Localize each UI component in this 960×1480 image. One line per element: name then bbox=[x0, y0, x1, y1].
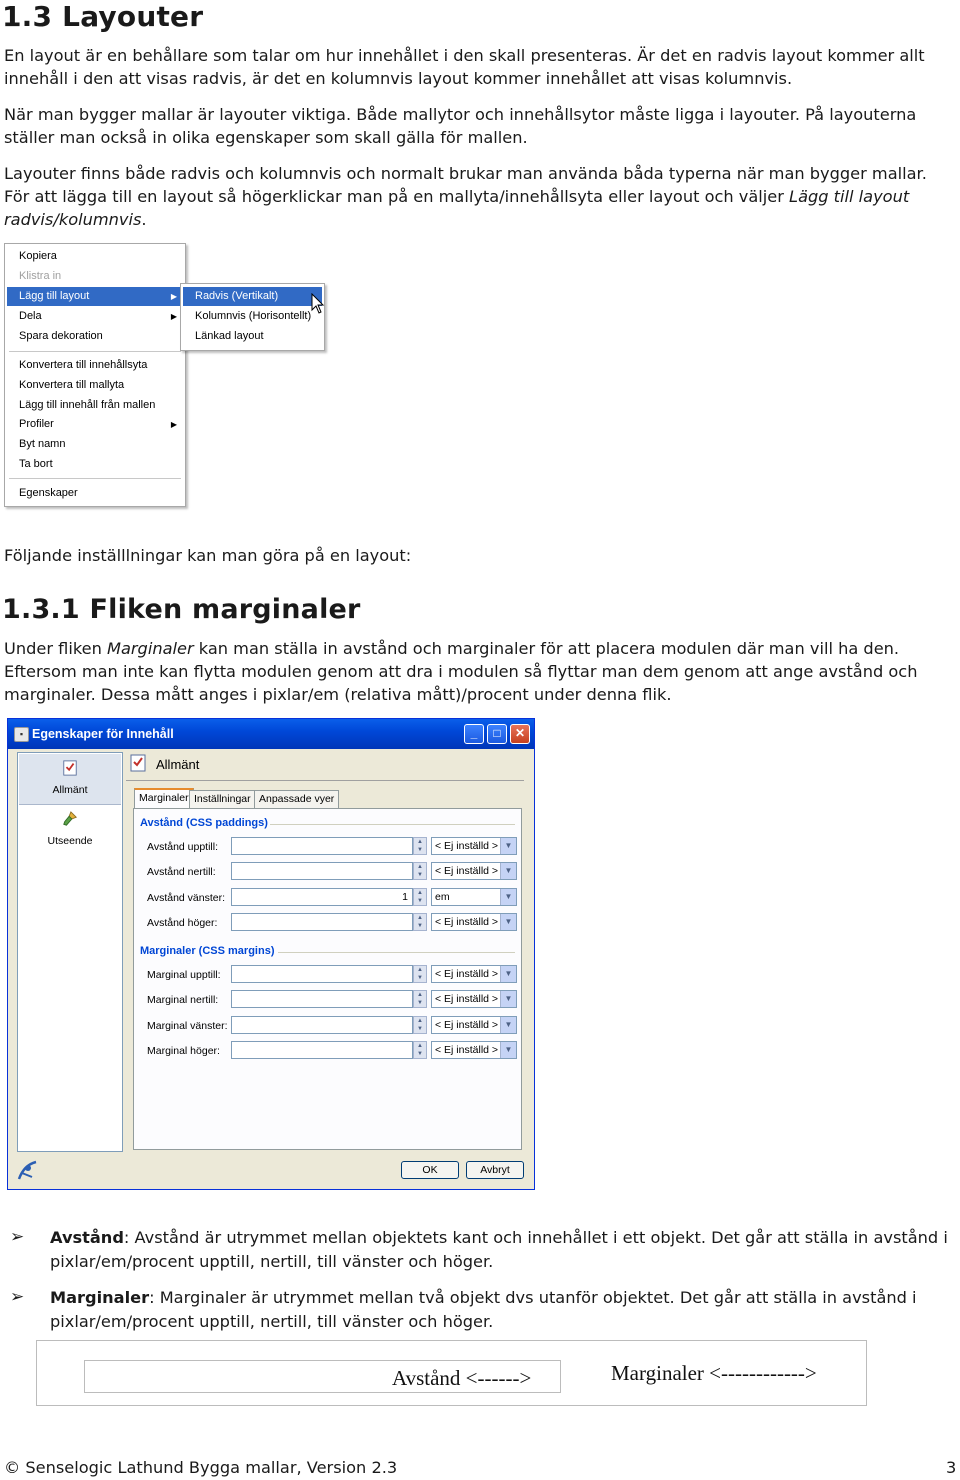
padding-bottom-input[interactable] bbox=[231, 862, 413, 880]
category-utseende-label: Utseende bbox=[47, 835, 93, 847]
paragraph-settings-intro: Följande inställlningar kan man göra på en layout: bbox=[4, 546, 412, 565]
spinner[interactable]: ▲ ▼ bbox=[413, 888, 427, 906]
group-divider bbox=[270, 824, 515, 825]
dialog-titlebar[interactable] bbox=[8, 719, 534, 749]
spinner[interactable]: ▲ ▼ bbox=[413, 1041, 427, 1059]
select-value: < Ej inställd > bbox=[435, 916, 499, 928]
submenu-arrow-icon: ▶ bbox=[170, 292, 177, 301]
section-heading-layouter: 1.3 Layouter bbox=[2, 0, 204, 33]
submenu bbox=[180, 283, 325, 351]
logo-icon bbox=[16, 1159, 40, 1181]
menu-separator bbox=[9, 351, 181, 352]
padding-top-unit-select[interactable] bbox=[431, 837, 517, 855]
mouse-cursor-icon bbox=[311, 293, 325, 315]
chevron-down-icon: ▼ bbox=[500, 838, 516, 854]
bullet-avstand bbox=[50, 1226, 960, 1273]
select-value: < Ej inställd > bbox=[435, 1019, 499, 1031]
spinner[interactable]: ▲ ▼ bbox=[413, 862, 427, 880]
spinner[interactable]: ▲ ▼ bbox=[413, 913, 427, 931]
menu-item-konvertera-mallyta[interactable]: Konvertera till mallyta bbox=[19, 379, 125, 391]
margin-top-unit-select[interactable] bbox=[431, 965, 517, 983]
menu-item-klistra-in[interactable]: Klistra in bbox=[19, 270, 62, 282]
bullet-marginaler-term: Marginaler bbox=[50, 1288, 150, 1307]
paragraph-marginaler-italic: Marginaler bbox=[107, 639, 194, 658]
diagram-label-avstand: Avstånd <------> bbox=[392, 1366, 532, 1390]
header-divider bbox=[126, 780, 524, 781]
margin-bottom-input[interactable] bbox=[231, 990, 413, 1008]
menu-item-dela[interactable] bbox=[7, 307, 183, 326]
submenu-item-kolumnvis[interactable]: Kolumnvis (Horisontellt) bbox=[195, 310, 312, 322]
paragraph-layout-types-text: Layouter finns både radvis och kolumnvis och normalt brukar man använda båda typerna när man bygger mallar. För att lägga till en layout så högerklickar man på en mallyta/innehållsyta eller layout och väljer bbox=[4, 164, 927, 206]
padding-right-input[interactable] bbox=[231, 913, 413, 931]
spinner[interactable]: ▲ ▼ bbox=[413, 990, 427, 1008]
page-number: 3 bbox=[946, 1458, 957, 1477]
select-value: < Ej inställd > bbox=[435, 865, 499, 877]
bullet-marginaler bbox=[50, 1286, 960, 1333]
chevron-down-icon: ▼ bbox=[500, 991, 516, 1007]
category-allmant[interactable] bbox=[19, 754, 121, 805]
menu-item-profiler[interactable] bbox=[7, 415, 183, 434]
margin-padding-diagram bbox=[36, 1340, 867, 1406]
properties-pane bbox=[126, 752, 524, 1152]
field-label: Marginal höger: bbox=[147, 1045, 220, 1057]
section-heading-fliken-marginaler: 1.3.1 Fliken marginaler bbox=[2, 594, 361, 625]
group-divider bbox=[278, 952, 515, 953]
spinner[interactable]: ▲ ▼ bbox=[413, 1016, 427, 1034]
select-value: em bbox=[435, 891, 450, 903]
bullet-avstand-text: : Avstånd är utrymmet mellan objektets kant och innehållet i ett objekt. Det går att ställa in avstånd i pixlar/em/procent upptill, nertill, till vänster och höger. bbox=[50, 1228, 948, 1271]
margin-top-input[interactable] bbox=[231, 965, 413, 983]
submenu-item-lankad-layout[interactable]: Länkad layout bbox=[195, 330, 264, 342]
padding-right-unit-select[interactable] bbox=[431, 913, 517, 931]
category-list bbox=[17, 752, 123, 1152]
checklist-icon bbox=[62, 760, 78, 776]
spinner[interactable]: ▲ ▼ bbox=[413, 965, 427, 983]
submenu-arrow-icon: ▶ bbox=[170, 312, 177, 321]
padding-bottom-unit-select[interactable] bbox=[431, 862, 517, 880]
window-icon: ▪ bbox=[14, 727, 29, 742]
maximize-button[interactable]: □ bbox=[487, 724, 507, 744]
paragraph-layout-types-italic: Lägg till layout radvis/kolumnvis bbox=[4, 187, 910, 229]
select-value: < Ej inställd > bbox=[435, 840, 499, 852]
menu-item-kopiera[interactable]: Kopiera bbox=[19, 250, 57, 262]
field-label: Marginal upptill: bbox=[147, 969, 221, 981]
menu-item-spara-dekoration[interactable]: Spara dekoration bbox=[19, 330, 103, 342]
footer-text: © Senselogic Lathund Bygga mallar, Version 2.3 bbox=[4, 1458, 398, 1477]
field-label: Marginal nertill: bbox=[147, 994, 219, 1006]
dialog-title: Egenskaper för Innehåll bbox=[32, 727, 174, 741]
chevron-down-icon: ▼ bbox=[500, 1042, 516, 1058]
menu-item-ta-bort[interactable]: Ta bort bbox=[19, 458, 53, 470]
field-label: Marginal vänster: bbox=[147, 1020, 228, 1032]
chevron-down-icon: ▼ bbox=[500, 966, 516, 982]
minimize-button[interactable]: _ bbox=[464, 724, 484, 744]
select-value: < Ej inställd > bbox=[435, 993, 499, 1005]
margin-right-unit-select[interactable] bbox=[431, 1041, 517, 1059]
select-value: < Ej inställd > bbox=[435, 1044, 499, 1056]
tab-marginaler[interactable]: Marginaler bbox=[134, 788, 194, 810]
menu-item-lagg-till-layout[interactable] bbox=[7, 287, 183, 306]
paragraph-layout-types bbox=[4, 162, 956, 231]
margin-right-input[interactable] bbox=[231, 1041, 413, 1059]
cancel-button[interactable]: Avbryt bbox=[466, 1161, 524, 1179]
chevron-down-icon: ▼ bbox=[500, 889, 516, 905]
paragraph-layout-types-end: . bbox=[141, 210, 147, 229]
paragraph-marginaler-end: kan man ställa in avstånd och marginaler för att placera modulen där man vill ha den. Eftersom man inte kan flytta modulen genom att dra i modulen så flyttar man dem genom att ange avstånd och marginaler. Dessa mått anges i pixlar/em (relativa mått)/procent under denna flik. bbox=[4, 639, 918, 704]
field-label: Avstånd nertill: bbox=[147, 866, 216, 878]
chevron-down-icon: ▼ bbox=[500, 863, 516, 879]
menu-item-konvertera-innehallsyta[interactable]: Konvertera till innehållsyta bbox=[19, 359, 148, 371]
submenu-arrow-icon: ▶ bbox=[170, 420, 177, 429]
menu-item-byt-namn[interactable]: Byt namn bbox=[19, 438, 66, 450]
category-allmant-label: Allmänt bbox=[52, 784, 88, 796]
bullet-marginaler-text: : Marginaler är utrymmet mellan två objekt dvs utanför objektet. Det går att ställa in avstånd i pixlar/em/procent upptill, nertill, till vänster och höger. bbox=[50, 1288, 917, 1331]
field-label: Avstånd höger: bbox=[147, 917, 218, 929]
category-utseende[interactable] bbox=[19, 805, 121, 855]
bullet-arrow-icon: ➢ bbox=[10, 1287, 25, 1307]
field-label: Avstånd vänster: bbox=[147, 892, 226, 904]
checklist-icon bbox=[130, 754, 146, 772]
paragraph-marginaler-text: Under fliken bbox=[4, 639, 107, 658]
select-value: < Ej inställd > bbox=[435, 968, 499, 980]
bullet-avstand-term: Avstånd bbox=[50, 1228, 124, 1247]
paragraph-templates: När man bygger mallar är layouter viktiga. Både mallytor och innehållsytor måste ligga i layouter. På layouterna ställer man också in olika egenskaper som skall gälla för mallen. bbox=[4, 105, 917, 147]
diagram-label-marginaler: Marginaler <------------> bbox=[611, 1361, 817, 1385]
menu-item-profiler-label: Profiler bbox=[19, 418, 54, 430]
ok-button[interactable]: OK bbox=[401, 1161, 459, 1179]
field-label: Avstånd upptill: bbox=[147, 841, 219, 853]
menu-item-lagg-till-innehall[interactable]: Lägg till innehåll från mallen bbox=[19, 399, 156, 411]
spinner[interactable]: ▲ ▼ bbox=[413, 837, 427, 855]
menu-item-egenskaper[interactable]: Egenskaper bbox=[19, 487, 78, 499]
margin-left-input[interactable] bbox=[231, 1016, 413, 1034]
chevron-down-icon: ▼ bbox=[500, 914, 516, 930]
padding-left-unit-select[interactable] bbox=[431, 888, 517, 906]
margin-bottom-unit-select[interactable] bbox=[431, 990, 517, 1008]
context-menu bbox=[4, 243, 186, 507]
pane-header: Allmänt bbox=[156, 757, 200, 772]
chevron-down-icon: ▼ bbox=[500, 1017, 516, 1033]
bullet-arrow-icon: ➢ bbox=[10, 1227, 25, 1247]
padding-top-input[interactable] bbox=[231, 837, 413, 855]
tab-anpassade-vyer[interactable]: Anpassade vyer bbox=[254, 790, 339, 808]
tab-installningar[interactable]: Inställningar bbox=[189, 790, 256, 808]
paragraph-marginaler bbox=[4, 637, 956, 706]
menu-item-lagg-till-layout-label: Lägg till layout bbox=[19, 290, 90, 302]
close-button[interactable]: ✕ bbox=[510, 724, 530, 744]
menu-item-dela-label: Dela bbox=[19, 310, 42, 322]
group-title-paddings: Avstånd (CSS paddings) bbox=[140, 817, 268, 829]
padding-left-input[interactable]: 1 bbox=[231, 888, 413, 906]
paint-brush-icon bbox=[62, 811, 78, 827]
marginaler-tab-panel bbox=[133, 808, 522, 1150]
margin-left-unit-select[interactable] bbox=[431, 1016, 517, 1034]
menu-separator bbox=[9, 478, 181, 479]
group-title-margins: Marginaler (CSS margins) bbox=[140, 945, 275, 957]
submenu-item-radvis[interactable]: Radvis (Vertikalt) bbox=[183, 287, 322, 306]
properties-dialog bbox=[7, 718, 535, 1190]
paragraph-intro: En layout är en behållare som talar om hur innehållet i den skall presenteras. Är det en radvis layout kommer allt innehåll i den att visas radvis, är det en kolumnvis layout kommer innehållet att visas kolumnvis. bbox=[4, 46, 925, 88]
